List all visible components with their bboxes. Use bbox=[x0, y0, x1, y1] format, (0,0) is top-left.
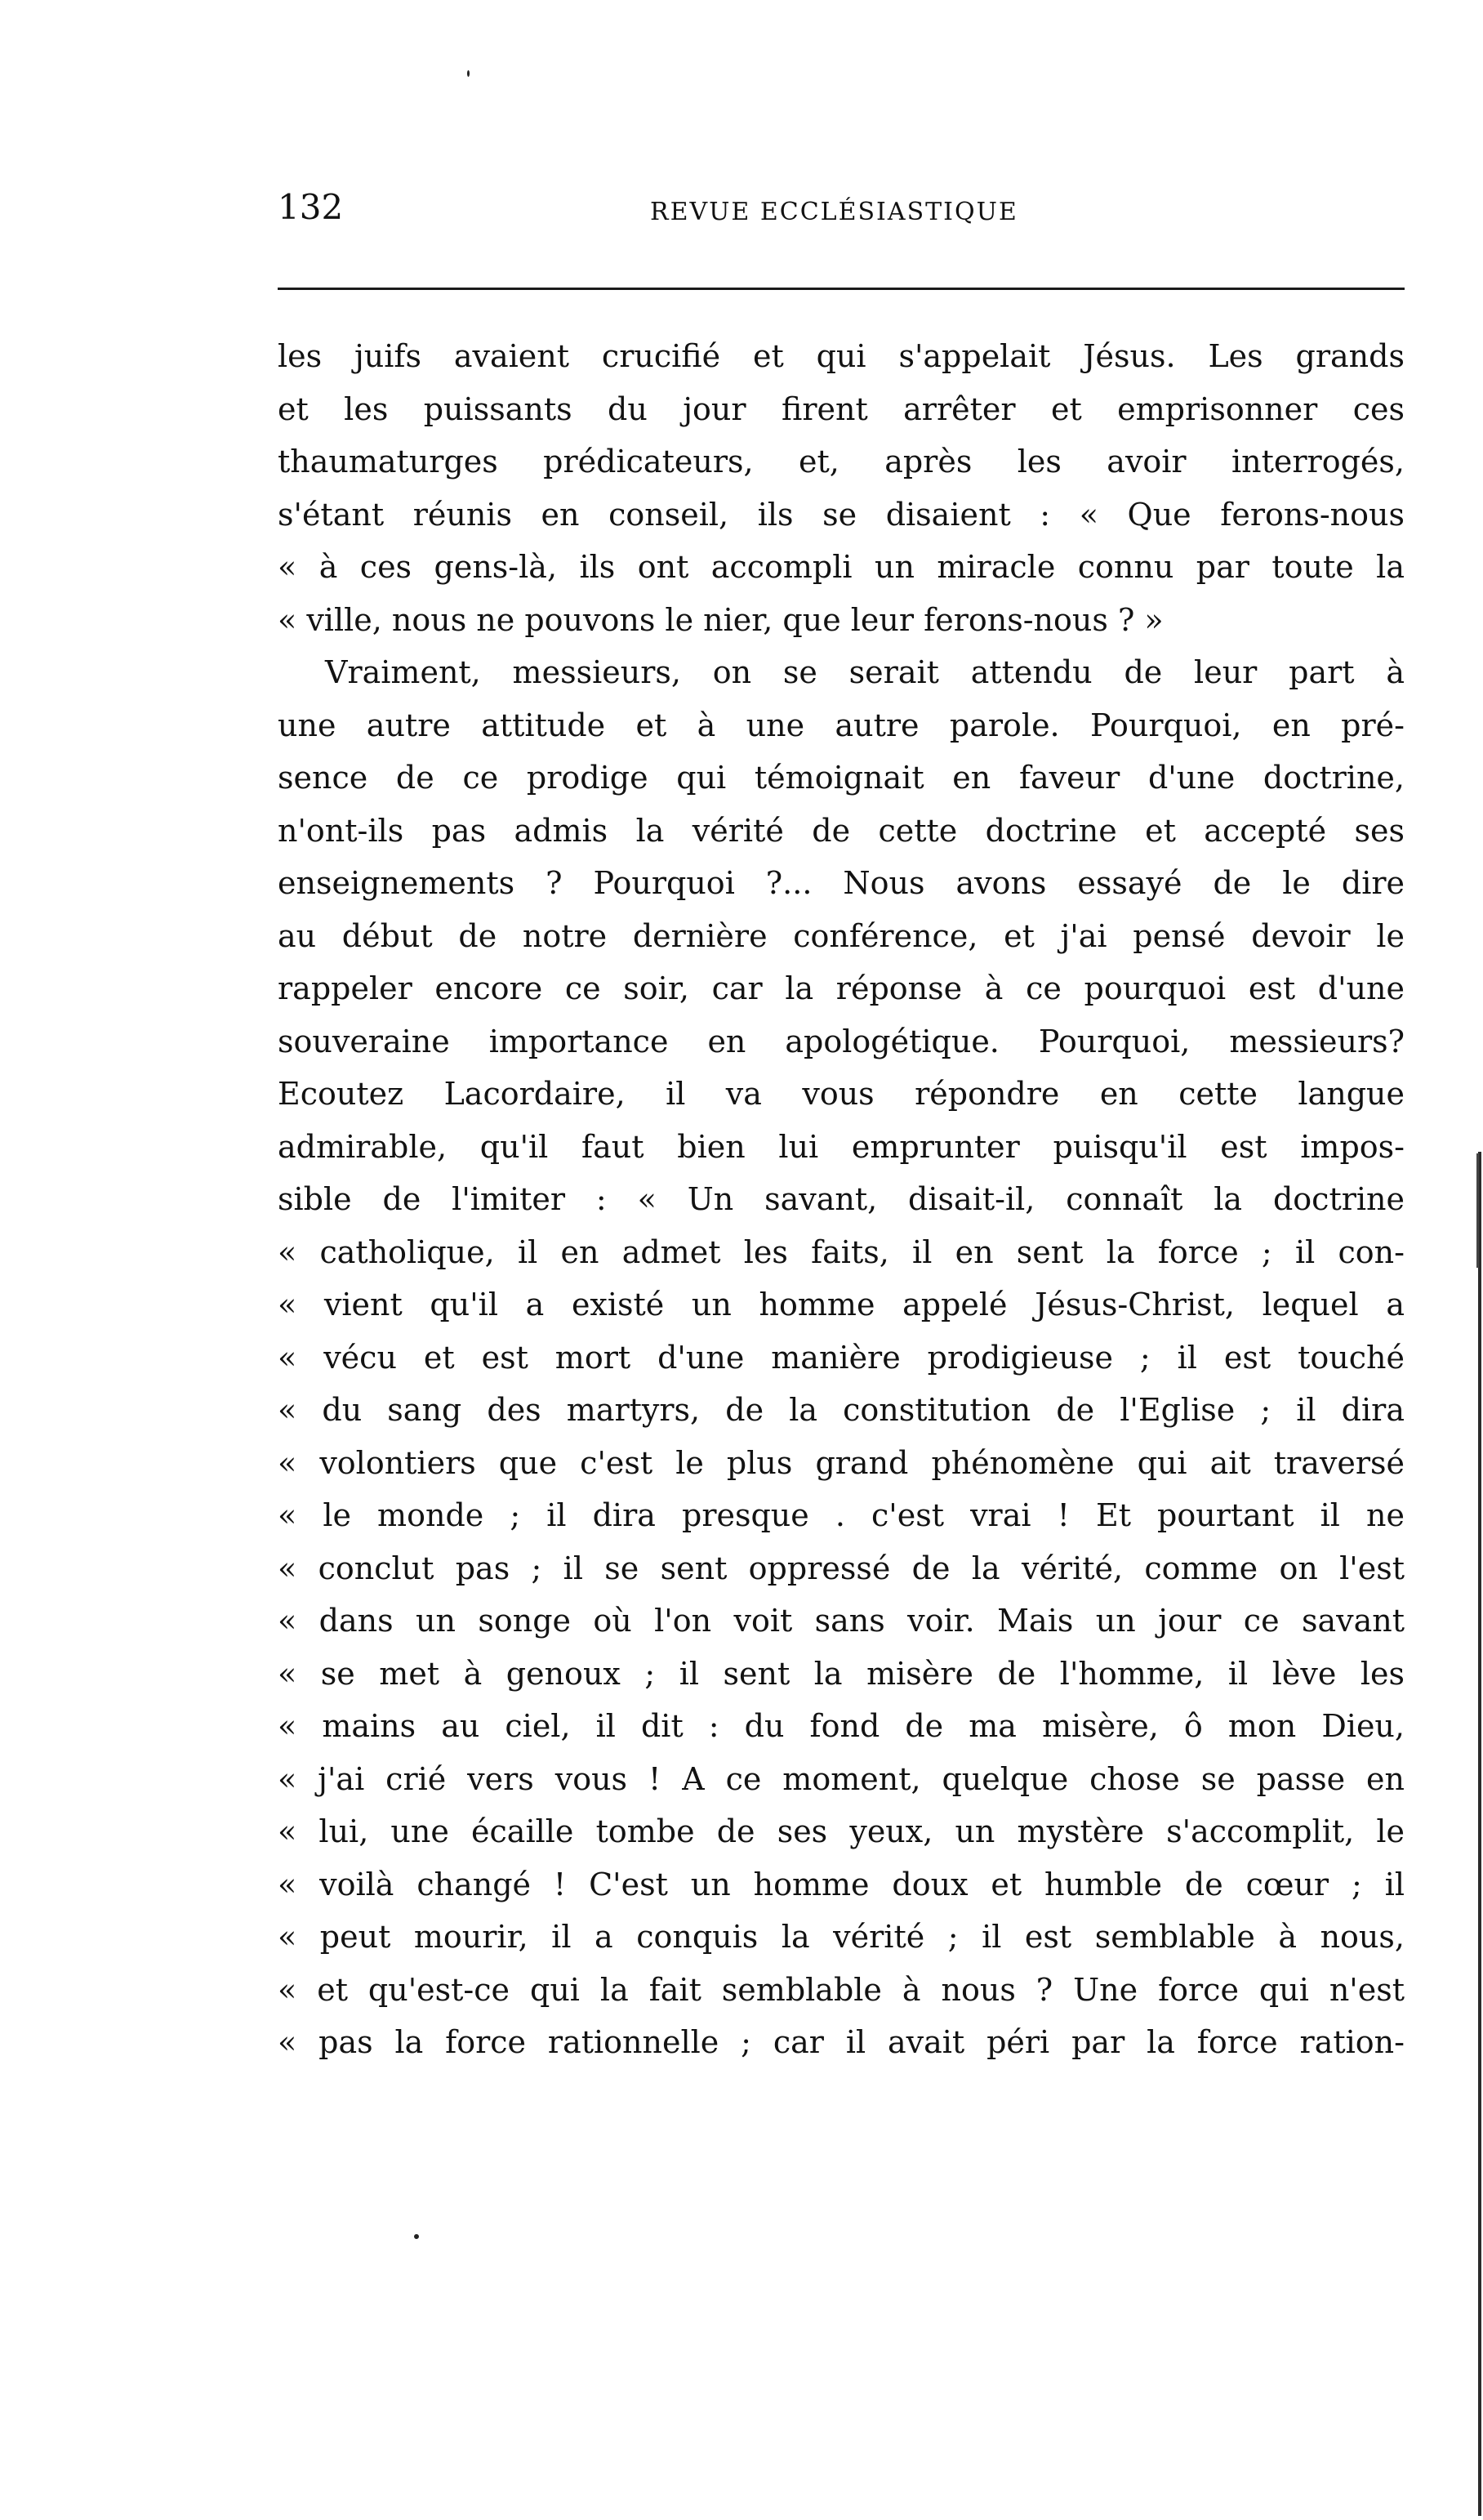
page-header bbox=[278, 186, 1405, 235]
text-line: « lui, une écaille tombe de ses yeux, un mystère s'accomplit, le bbox=[278, 1813, 1405, 1849]
text-line: « dans un songe où l'on voit sans voir. Mais un jour ce savant bbox=[278, 1603, 1405, 1639]
text-line: « vécu et est mort d'une manière prodigieuse ; il est touché bbox=[278, 1339, 1405, 1376]
text-line: « pas la force rationnelle ; car il avait péri par la force ration- bbox=[278, 2024, 1405, 2060]
text-line: « le monde ; il dira presque . c'est vrai ! Et pourtant il ne bbox=[278, 1497, 1405, 1533]
binding-edge-shadow-top bbox=[1476, 1153, 1479, 1268]
text-line: sence de ce prodige qui témoignait en faveur d'une doctrine, bbox=[278, 760, 1405, 796]
text-line: « peut mourir, il a conquis la vérité ; il est semblable à nous, bbox=[278, 1919, 1405, 1955]
running-title: REVUE ECCLÉSIASTIQUE bbox=[650, 198, 1018, 226]
text-line: « ville, nous ne pouvons le nier, que leur ferons-nous ? » bbox=[278, 601, 1164, 638]
page-number: 132 bbox=[278, 187, 344, 227]
text-line: s'étant réunis en conseil, ils se disaient : « Que ferons-nous bbox=[278, 496, 1405, 533]
scan-speck bbox=[414, 2234, 419, 2239]
text-line: souveraine importance en apologétique. Pourquoi, messieurs? bbox=[278, 1023, 1405, 1059]
text-line: sible de l'imiter : « Un savant, disait-il, connaît la doctrine bbox=[278, 1181, 1405, 1217]
text-line: n'ont-ils pas admis la vérité de cette doctrine et accepté ses bbox=[278, 812, 1405, 849]
text-line: « voilà changé ! C'est un homme doux et humble de cœur ; il bbox=[278, 1866, 1405, 1902]
paragraph-first-line: Vraiment, messieurs, on se serait attendu de leur part à bbox=[325, 654, 1405, 690]
text-line: thaumaturges prédicateurs, et, après les avoir interrogés, bbox=[278, 444, 1405, 479]
text-line: « se met à genoux ; il sent la misère de l'homme, il lève les bbox=[278, 1655, 1405, 1692]
body-text bbox=[278, 330, 1405, 2069]
text-line: au début de notre dernière conférence, et j'ai pensé devoir le bbox=[278, 917, 1405, 954]
text-line: admirable, qu'il faut bien lui emprunter puisqu'il est impos- bbox=[278, 1128, 1405, 1165]
text-line: les juifs avaient crucifié et qui s'appelait Jésus. Les grands bbox=[278, 338, 1405, 374]
text-line: « et qu'est-ce qui la fait semblable à nous ? Une force qui n'est bbox=[278, 1971, 1405, 2008]
text-line: « vient qu'il a existé un homme appelé Jésus-Christ, lequel a bbox=[278, 1287, 1405, 1322]
text-line: « catholique, il en admet les faits, il en sent la force ; il con- bbox=[278, 1233, 1405, 1270]
text-line: « conclut pas ; il se sent oppressé de la vérité, comme on l'est bbox=[278, 1550, 1405, 1586]
text-line: « à ces gens-là, ils ont accompli un miracle connu par toute la bbox=[278, 549, 1405, 585]
binding-edge-shadow bbox=[1478, 1152, 1481, 2516]
text-line: « mains au ciel, il dit : du fond de ma misère, ô mon Dieu, bbox=[278, 1708, 1405, 1744]
text-line: rappeler encore ce soir, car la réponse à ce pourquoi est d'une bbox=[278, 970, 1405, 1006]
text-line: « du sang des martyrs, de la constitution de l'Eglise ; il dira bbox=[278, 1392, 1405, 1428]
text-line: « volontiers que c'est le plus grand phénomène qui ait traversé bbox=[278, 1444, 1405, 1481]
scan-speck bbox=[467, 70, 470, 77]
text-line: « j'ai crié vers vous ! A ce moment, quelque chose se passe en bbox=[278, 1760, 1405, 1797]
header-rule bbox=[278, 288, 1405, 290]
text-line: Ecoutez Lacordaire, il va vous répondre en cette langue bbox=[278, 1076, 1405, 1112]
text-line: enseignements ? Pourquoi ?... Nous avons essayé de le dire bbox=[278, 865, 1405, 901]
text-line: une autre attitude et à une autre parole. Pourquoi, en pré- bbox=[278, 707, 1405, 743]
text-line: et les puissants du jour firent arrêter et emprisonner ces bbox=[278, 390, 1405, 427]
